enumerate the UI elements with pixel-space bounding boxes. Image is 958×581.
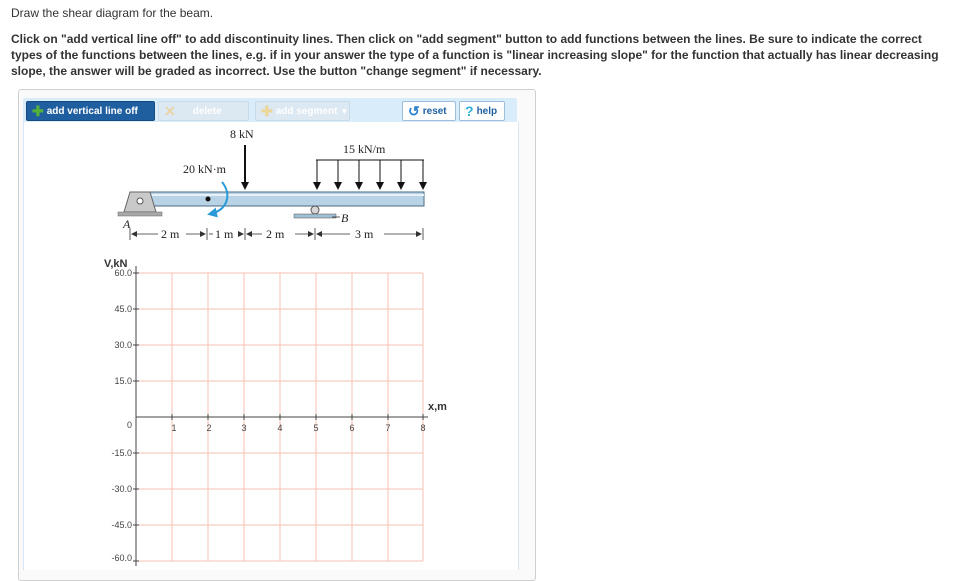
moment-label: 20 kN·m xyxy=(183,162,226,176)
distributed-load xyxy=(316,160,424,188)
y-axis-label: V,kN xyxy=(104,258,128,270)
point-load-label: 8 kN xyxy=(230,127,254,141)
plus-icon: ✚ xyxy=(261,103,273,119)
y-tick-label: 60.0 xyxy=(114,268,132,278)
help-label: help xyxy=(476,105,498,117)
x-axis-label: x,m xyxy=(428,401,447,413)
y-tick-label: -30.0 xyxy=(111,484,132,494)
dim-label-1: 2 m xyxy=(161,227,180,241)
help-icon: ? xyxy=(465,103,474,119)
dim-label-3: 2 m xyxy=(266,227,285,241)
y-tick-label: -60.0 xyxy=(111,553,132,563)
chevron-down-icon: ▼ xyxy=(340,106,349,116)
instructions-text: Click on "add vertical line off" to add discontinuity lines. Then click on "add segment" button to add functions between the lines. Be sure to indicate the correct types of the functions between the lines, e.g. if in your answer the type of a function is "linear increasing slope" for the function that actually has linear decreasing slope, the answer will be graded as incorrect. Use the button "change segment" if necessary. xyxy=(11,32,939,78)
x-tick-label: 8 xyxy=(420,423,426,433)
delete-label: delete xyxy=(192,105,222,117)
y-tick-label: 45.0 xyxy=(114,304,132,314)
support-b-label: B xyxy=(341,211,349,225)
x-tick-label: 5 xyxy=(313,423,319,433)
x-tick-label: 2 xyxy=(206,423,212,433)
y-tick-label: -15.0 xyxy=(111,448,132,458)
distributed-load-label: 15 kN/m xyxy=(343,142,386,156)
beam-figure xyxy=(118,127,424,241)
add-segment-label: add segment xyxy=(275,105,338,117)
x-tick-label: 7 xyxy=(385,423,391,433)
roller-support-b xyxy=(294,206,336,218)
delete-icon: ✕ xyxy=(164,103,176,119)
reset-icon: ↺ xyxy=(408,103,420,119)
add-vertical-line-label: add vertical line off xyxy=(46,105,138,117)
x-tick-labels xyxy=(171,423,425,433)
shear-graph[interactable] xyxy=(104,258,447,566)
x-tick-label: 3 xyxy=(241,423,247,433)
dim-label-4: 3 m xyxy=(355,227,374,241)
x-tick-label: 1 xyxy=(171,423,177,433)
y-tick-label: -45.0 xyxy=(111,520,132,530)
x-tick-label: 6 xyxy=(349,423,355,433)
dim-label-2: 1 m xyxy=(215,227,234,241)
support-a-label: A xyxy=(123,217,131,231)
y-tick-labels xyxy=(111,268,132,563)
x-tick-label: 4 xyxy=(277,423,283,433)
reset-label: reset xyxy=(422,105,447,117)
y-tick-label: 15.0 xyxy=(114,376,132,386)
y-tick-label: 0 xyxy=(126,420,132,430)
prompt-text: Draw the shear diagram for the beam. xyxy=(11,6,214,20)
y-tick-label: 30.0 xyxy=(114,340,132,350)
plus-icon: ✚ xyxy=(32,103,44,119)
